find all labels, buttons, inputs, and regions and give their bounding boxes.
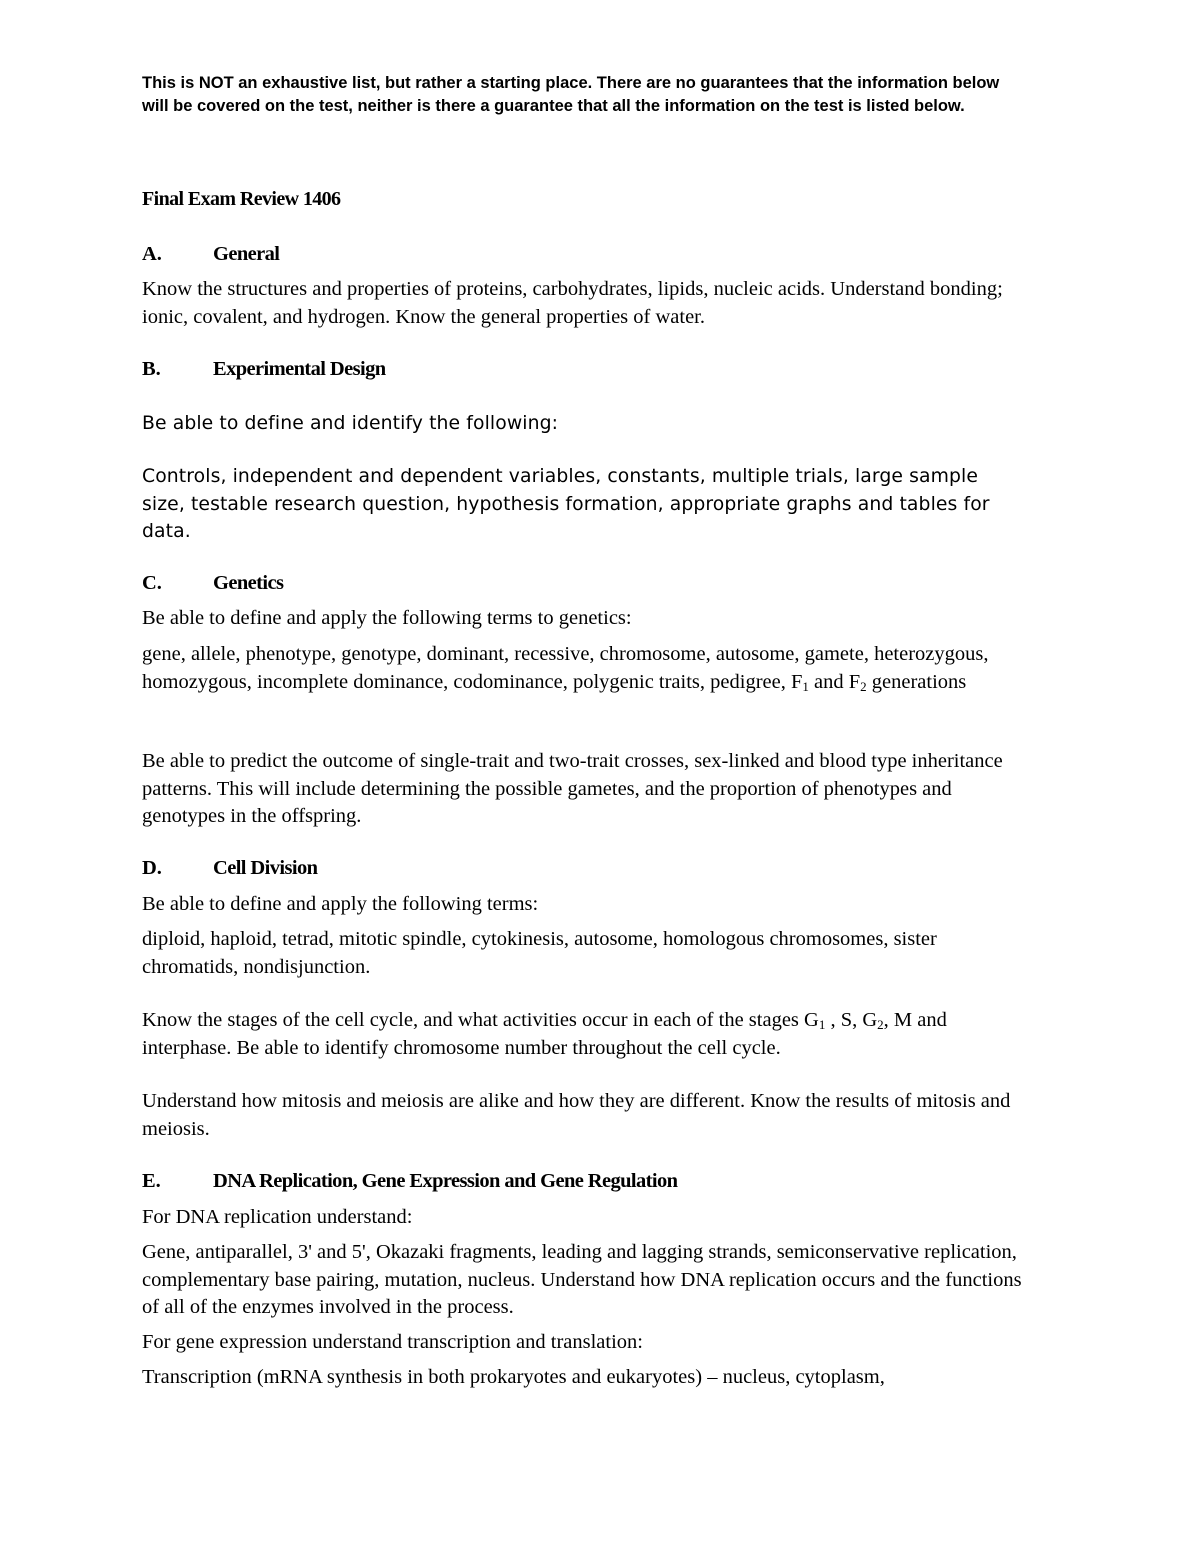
section-c-terms-mid: and F xyxy=(808,670,861,693)
section-c-crosses: Be able to predict the outcome of single-trait and two-trait crosses, sex-linked and blood type inheritance patterns. This will include determining the possible gametes, and the proportion of phenotypes and genotypes in the offspring. xyxy=(142,750,1003,827)
section-c-terms-end: generations xyxy=(866,670,967,693)
section-a-letter: A. xyxy=(142,243,162,265)
section-c-intro: Be able to define and apply the following terms to genetics: xyxy=(142,607,632,629)
section-b-title: Experimental Design xyxy=(213,358,386,380)
subscript-1: 1 xyxy=(818,1017,826,1032)
section-e-intro: For DNA replication understand: xyxy=(142,1206,413,1228)
subscript-1: 1 xyxy=(802,678,809,694)
section-b-heading xyxy=(142,358,386,381)
section-e-title: DNA Replication, Gene Expression and Gene Regulation xyxy=(213,1170,678,1192)
section-d-mitosis: Understand how mitosis and meiosis are alike and how they are different. Know the results of mitosis and meiosis. xyxy=(142,1090,1011,1140)
section-a-paragraph: Know the structures and properties of proteins, carbohydrates, lipids, nucleic acids. Understand bonding; ionic, covalent, and hydrogen. Know the general properties of water. xyxy=(142,278,1003,328)
cell-cycle-text-c: , M and interphase. Be able to identify chromosome number throughout the cell cycle. xyxy=(142,1009,947,1059)
section-b-terms: Controls, independent and dependent variables, constants, multiple trials, large sample size, testable research question, hypothesis formation, appropriate graphs and tables for data. xyxy=(142,466,990,542)
section-c-title: Genetics xyxy=(213,572,284,594)
section-d-heading xyxy=(142,857,317,880)
section-d-title: Cell Division xyxy=(213,857,318,879)
section-b-letter: B. xyxy=(142,358,161,380)
disclaimer-text: This is NOT an exhaustive list, but rather a starting place. There are no guarantees that the information below will be covered on the test, neither is there a guarantee that all the information on the test is listed below. xyxy=(142,74,1000,115)
section-c-letter: C. xyxy=(142,572,162,594)
section-c-terms xyxy=(142,641,1022,696)
section-e-heading xyxy=(142,1170,677,1193)
section-c-heading xyxy=(142,572,283,595)
section-d-cell-cycle xyxy=(142,1007,1022,1062)
section-e-terms: Gene, antiparallel, 3' and 5', Okazaki fragments, leading and lagging strands, semiconservative replication, complementary base pairing, mutation, nucleus. Understand how DNA replication occurs and the functions of all of the enzymes involved in the process. xyxy=(142,1241,1022,1318)
cell-cycle-text-a: Know the stages of the cell cycle, and what activities occur in each of the stages G xyxy=(142,1009,819,1031)
cell-cycle-text-b: , S, G xyxy=(825,1009,878,1031)
section-d-intro: Be able to define and apply the following terms: xyxy=(142,893,539,915)
section-a-title: General xyxy=(213,243,280,265)
section-d-terms: diploid, haploid, tetrad, mitotic spindle, cytokinesis, autosome, homologous chromosomes, sister chromatids, nondisjunction. xyxy=(142,928,937,978)
subscript-2: 2 xyxy=(877,1017,884,1032)
section-a-heading xyxy=(142,243,279,266)
page-title: Final Exam Review 1406 xyxy=(142,188,341,210)
subscript-2: 2 xyxy=(860,678,867,694)
section-e-gene-expression: For gene expression understand transcription and translation: xyxy=(142,1331,643,1353)
section-c-terms-main: gene, allele, phenotype, genotype, dominant, recessive, chromosome, autosome, gamete, heterozygous, homozygous, incomplete dominance, codominance, polygenic traits, pedigree, F xyxy=(142,643,989,693)
section-d-letter: D. xyxy=(142,857,162,879)
section-b-intro: Be able to define and identify the following: xyxy=(142,413,559,434)
section-e-letter: E. xyxy=(142,1170,161,1192)
section-e-transcription: Transcription (mRNA synthesis in both prokaryotes and eukaryotes) – nucleus, cytoplasm, xyxy=(142,1366,885,1388)
